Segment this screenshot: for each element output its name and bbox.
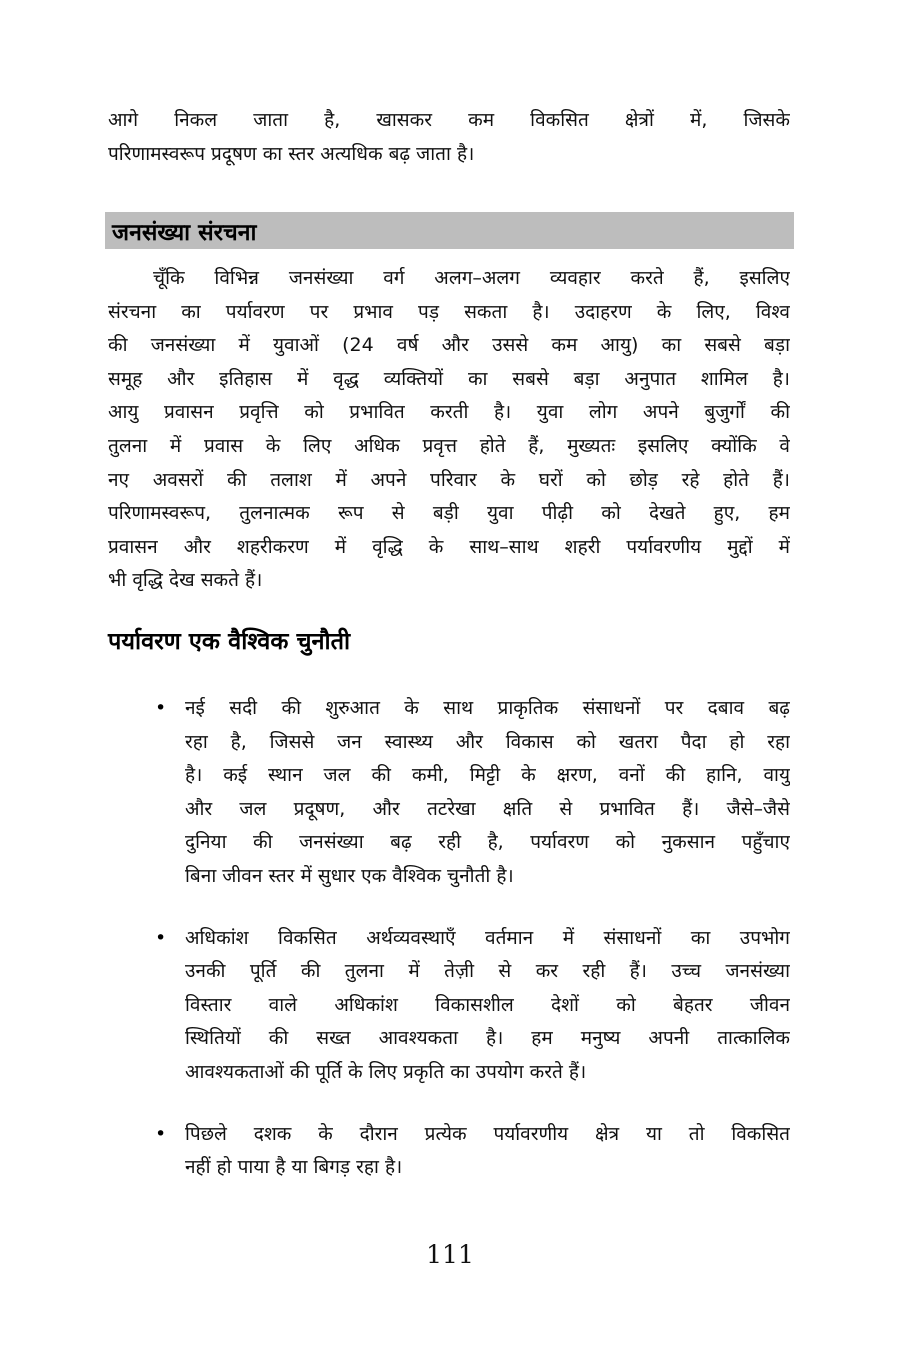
text-line: परिणामस्वरूप प्रदूषण का स्तर अत्यधिक बढ़ जाता है। (108, 142, 475, 165)
text-line: है। कई स्थान जल की कमी, मिट्टी के क्षरण, वनों की हानि, वायु (185, 764, 790, 787)
text-line: परिणामस्वरूप, तुलनात्मक रूप से बड़ी युवा पीढ़ी को देखते हुए, हम (108, 502, 790, 525)
text-line: तुलना में प्रवास के लिए अधिक प्रवृत्त होते हैं, मुख्यतः इसलिए क्योंकि वे (108, 434, 790, 457)
text-line: आयु प्रवासन प्रवृत्ति को प्रभावित करती है। युवा लोग अपने बुजुर्गों की (108, 401, 790, 424)
text-line: संरचना का पर्यावरण पर प्रभाव पड़ सकता है। उदाहरण के लिए, विश्व (108, 300, 790, 323)
list-item (155, 922, 790, 1090)
bullet-icon: • (155, 926, 167, 949)
text-line: पिछले दशक के दौरान प्रत्येक पर्यावरणीय क्षेत्र या तो विकसित (185, 1122, 790, 1145)
page-number: 111 (426, 1240, 474, 1269)
text-line: प्रवासन और शहरीकरण में वृद्धि के साथ–साथ शहरी पर्यावरणीय मुद्दों में (108, 535, 790, 558)
bullet-text-developed-economies (185, 922, 790, 1090)
text-line: उनकी पूर्ति की तुलना में तेज़ी से कर रही हैं। उच्च जनसंख्या (185, 960, 790, 983)
text-line: और जल प्रदूषण, और तटरेखा क्षति से प्रभावित हैं। जैसे–जैसे (185, 797, 790, 820)
text-line: दुनिया की जनसंख्या बढ़ रही है, पर्यावरण को नुकसान पहुँचाए (185, 831, 790, 854)
population-structure-paragraph (108, 262, 790, 598)
list-item (155, 692, 790, 894)
text-line: नई सदी की शुरुआत के साथ प्राकृतिक संसाधनों पर दबाव बढ़ (185, 697, 790, 719)
text-line: आवश्यकताओं की पूर्ति के लिए प्रकृति का उपयोग करते हैं। (185, 1060, 587, 1083)
text-line: अधिकांश विकसित अर्थव्यवस्थाएँ वर्तमान में संसाधनों का उपभोग (185, 926, 790, 949)
text-line: स्थितियों की सख्त आवश्यकता है। हम मनुष्य अपनी तात्कालिक (185, 1027, 790, 1050)
bullet-icon: • (155, 697, 167, 719)
bullet-list (155, 692, 790, 1185)
section-heading-population-structure: जनसंख्या संरचना (112, 219, 257, 246)
section-heading-bar (105, 212, 794, 249)
bullet-icon: • (155, 1122, 167, 1145)
text-line: समूह और इतिहास में वृद्ध व्यक्तियों का सबसे बड़ा अनुपात शामिल है। (108, 367, 790, 390)
text-line: नहीं हो पाया है या बिगड़ रहा है। (185, 1156, 403, 1179)
global-challenge-heading: पर्यावरण एक वैश्विक चुनौती (108, 627, 351, 655)
text-line: रहा है, जिससे जन स्वास्थ्य और विकास को खतरा पैदा हो रहा (185, 730, 790, 753)
text-line: आगे निकल जाता है, खासकर कम विकसित क्षेत्रों में, जिसके (108, 109, 790, 131)
bullet-text-past-decade (185, 1118, 790, 1185)
list-item (155, 1118, 790, 1185)
text-line: चूँकि विभिन्न जनसंख्या वर्ग अलग–अलग व्यवहार करते हैं, इसलिए (153, 267, 790, 289)
text-line: भी वृद्धि देख सकते हैं। (108, 569, 263, 592)
text-line: विस्तार वाले अधिकांश विकासशील देशों को बेहतर जीवन (185, 993, 790, 1016)
bullet-text-resources-pressure (185, 692, 790, 894)
intro-paragraph (108, 104, 790, 171)
text-line: नए अवसरों की तलाश में अपने परिवार के घरों को छोड़ रहे होते हैं। (108, 468, 790, 491)
text-line: की जनसंख्या में युवाओं (24 वर्ष और उससे कम आयु) का सबसे बड़ा (108, 334, 790, 357)
text-line: बिना जीवन स्तर में सुधार एक वैश्विक चुनौती है। (185, 864, 514, 887)
